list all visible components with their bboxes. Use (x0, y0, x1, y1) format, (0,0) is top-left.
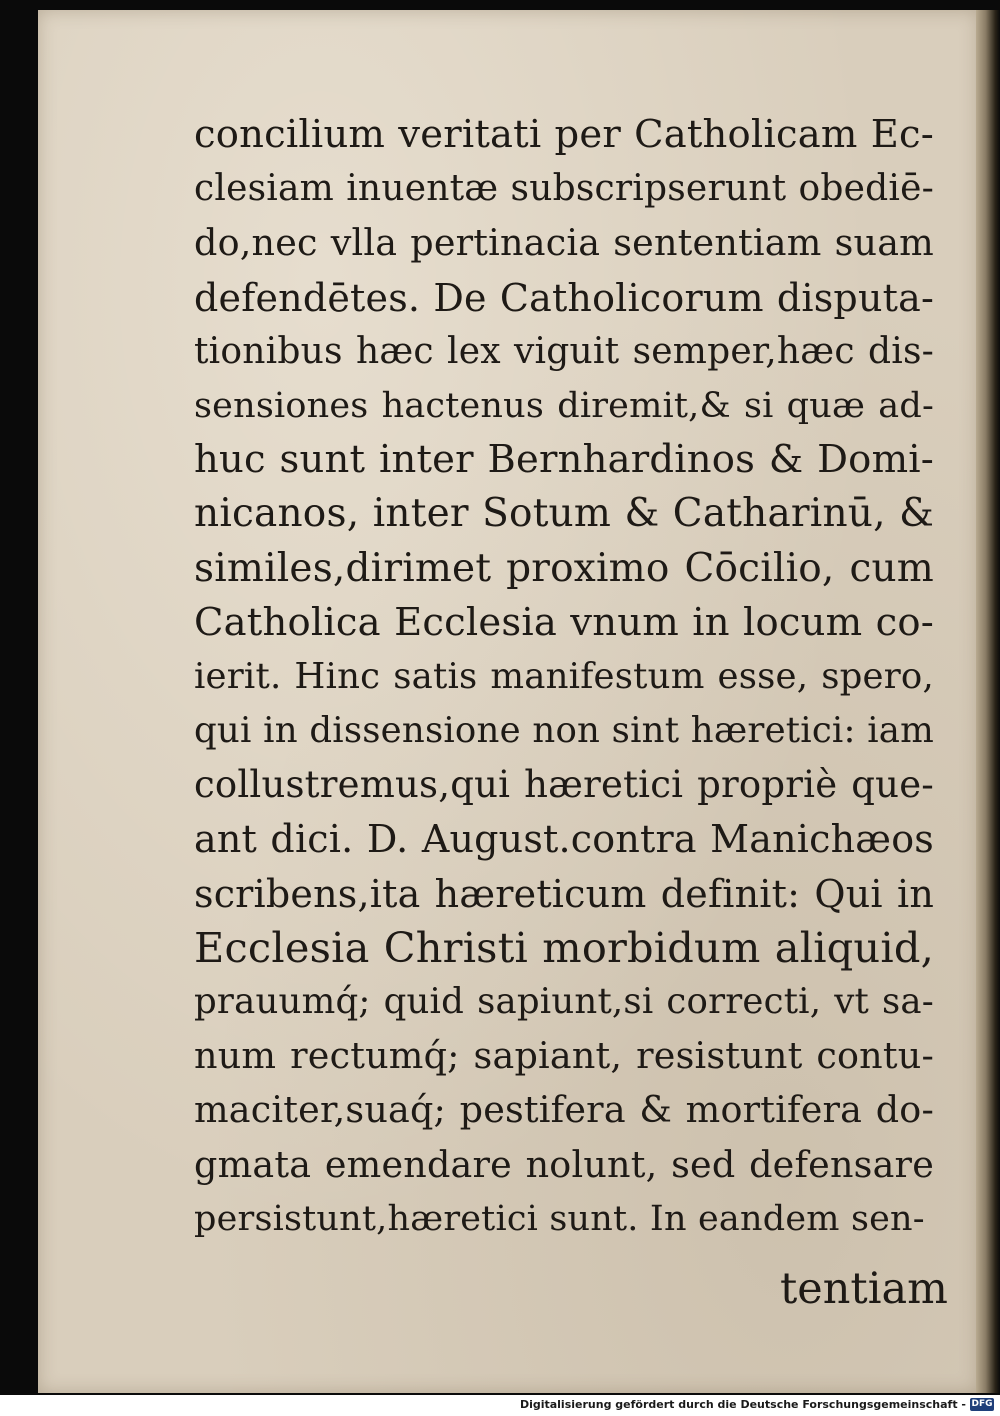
funding-credit: Digitalisierung gefördert durch die Deutsche Forschungsgemeinschaft - (519, 1398, 966, 1411)
text-line: nicanos, inter Sotum & Catharinū, & (194, 491, 934, 537)
text-line: Ecclesia Christi morbidum aliquid, (194, 922, 934, 972)
catchword: tentiam (780, 1264, 948, 1314)
dfg-logo-icon: DFG (971, 1399, 993, 1409)
text-line: qui in dissensione non sint hæretici: iam (194, 710, 934, 752)
text-line: prauumq́; quid sapiunt,si correcti, vt sa- (194, 981, 934, 1022)
digitization-footer (0, 1395, 1000, 1416)
text-line: ierit. Hinc satis manifestum esse, spero, (194, 655, 934, 697)
page-edge-shadow (976, 10, 1000, 1393)
text-line: Catholica Ecclesia vnum in locum co- (194, 599, 934, 645)
text-line: clesiam inuentæ subscripserunt obediē- (194, 168, 934, 210)
text-line: tionibus hæc lex viguit semper,hæc dis- (194, 330, 934, 372)
text-line: concilium veritati per Catholicam Ec- (194, 112, 934, 157)
text-line: num rectumq́; sapiant, resistunt contu- (194, 1034, 934, 1078)
text-line: do,nec vlla pertinacia sententiam suam (194, 221, 934, 265)
page-text (194, 108, 934, 1246)
text-line: huc sunt inter Bernhardinos & Domi- (194, 437, 934, 483)
text-line: scribens,ita hæreticum definit: Qui in (194, 871, 934, 916)
text-line: maciter,suaq́; pestifera & mortifera do- (194, 1088, 934, 1132)
text-line: collustremus,qui hæretici propriè que- (194, 763, 934, 807)
text-line: similes,dirimet proximo Cōcilio, cum (194, 545, 934, 591)
text-line: persistunt,hæretici sunt. In eandem sen- (194, 1198, 925, 1239)
text-line: gmata emendare nolunt, sed defensare (194, 1142, 934, 1186)
text-line: ant dici. D. August.contra Manichæos (194, 817, 934, 862)
text-line: sensiones hactenus diremit,& si quæ ad- (194, 385, 934, 426)
text-line: defendētes. De Catholicorum disputa- (194, 275, 934, 320)
